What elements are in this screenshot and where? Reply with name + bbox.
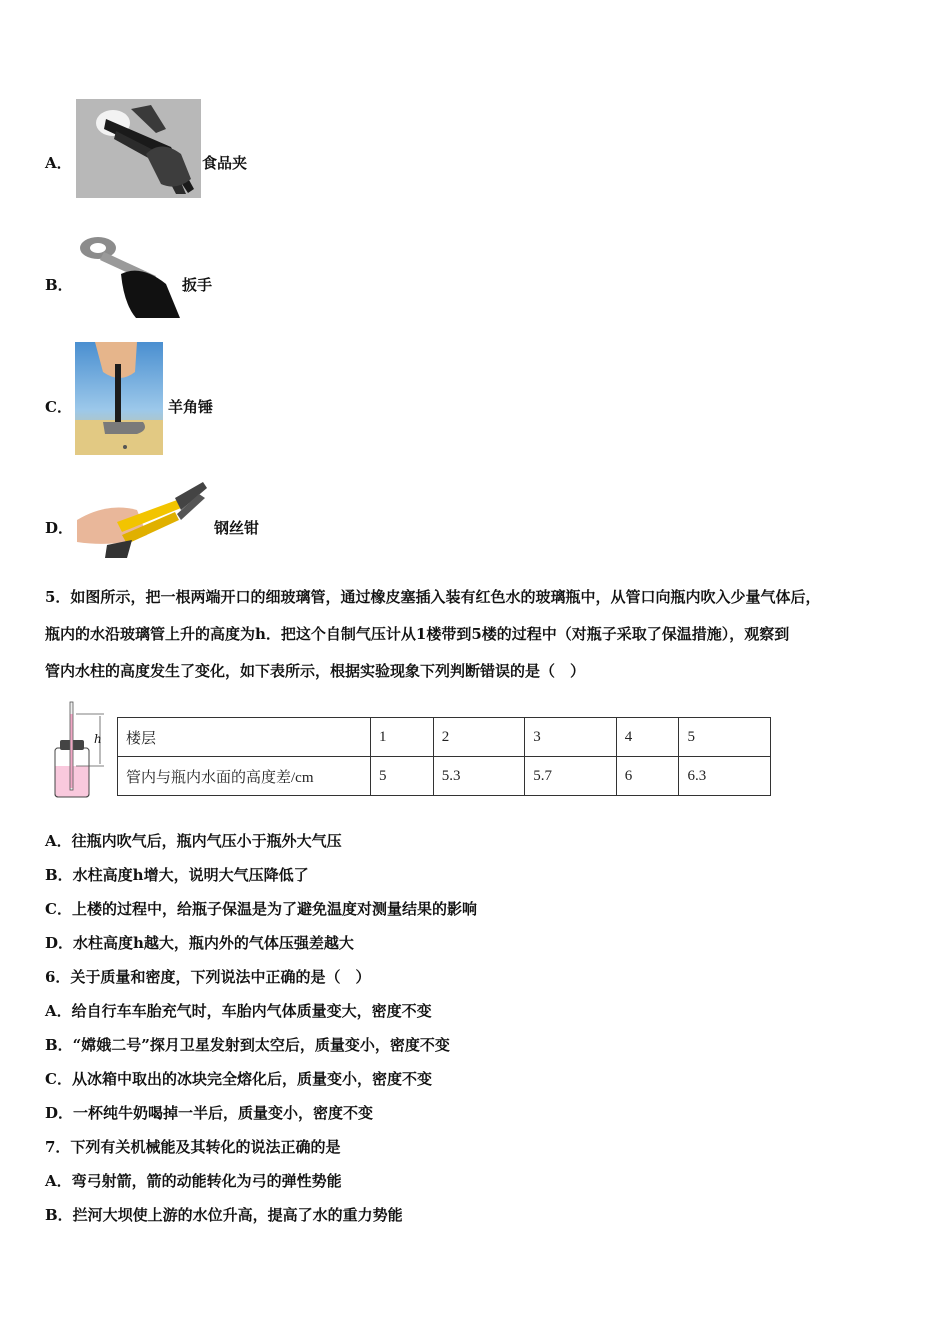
question-6-option-a: A．给自行车车胎充气时，车胎内气体质量变大，密度不变 (45, 1002, 432, 1020)
table-cell: 4 (616, 718, 679, 757)
pliers-icon (77, 480, 208, 560)
question-5-line-2: 瓶内的水沿玻璃管上升的高度为h．把这个自制气压计从1楼带到5楼的过程中（对瓶子采取了保温措施），观察到 (45, 625, 790, 643)
floor-height-table (117, 717, 771, 796)
option-letter-a: A． (45, 154, 72, 172)
table-cell: 5 (371, 757, 434, 796)
table-cell: 2 (433, 718, 525, 757)
question-6-option-d: D．一杯纯牛奶喝掉一半后，质量变小，密度不变 (45, 1104, 374, 1122)
option-label-d: 钢丝钳 (214, 519, 260, 537)
option-label-a: 食品夹 (202, 154, 248, 172)
table-row (118, 757, 771, 796)
question-6-stem: 6．关于质量和密度，下列说法中正确的是（ ） (45, 968, 371, 986)
table-cell: 5.7 (525, 757, 617, 796)
question-5-option-c: C．上楼的过程中，给瓶子保温是为了避免温度对测量结果的影响 (45, 900, 477, 918)
table-cell: 5.3 (433, 757, 525, 796)
table-header-height-diff: 管内与瓶内水面的高度差/cm (118, 757, 371, 796)
question-5-line-3: 管内水柱的高度发生了变化，如下表所示，根据实验现象下列判断错误的是（ ） (45, 662, 586, 680)
table-cell: 3 (525, 718, 617, 757)
option-letter-b: B． (45, 276, 73, 294)
option-letter-d: D． (45, 519, 74, 537)
table-header-floor: 楼层 (118, 718, 371, 757)
figure-label-h: h (94, 732, 102, 746)
table-row (118, 718, 771, 757)
table-cell: 6.3 (679, 757, 771, 796)
question-7-option-b: B．拦河大坝使上游的水位升高，提高了水的重力势能 (45, 1206, 403, 1224)
question-5-line-1: 5．如图所示，把一根两端开口的细玻璃管，通过橡皮塞插入装有红色水的玻璃瓶中，从管口向瓶内吹入少量气体后， (45, 588, 821, 606)
question-6-option-b: B．“嫦娥二号”探月卫星发射到太空后，质量变小，密度不变 (45, 1036, 450, 1054)
table-cell: 6 (616, 757, 679, 796)
food-tongs-icon (76, 99, 201, 198)
question-5-option-a: A．往瓶内吹气后，瓶内气压小于瓶外大气压 (45, 832, 342, 850)
wrench-icon (76, 234, 182, 318)
question-7-stem: 7．下列有关机械能及其转化的说法正确的是 (45, 1138, 341, 1156)
barometer-figure (50, 700, 110, 800)
option-letter-c: C． (45, 398, 72, 416)
claw-hammer-icon (75, 342, 163, 455)
question-7-option-a: A．弯弓射箭，箭的动能转化为弓的弹性势能 (45, 1172, 342, 1190)
question-5-option-d: D．水柱高度h越大，瓶内外的气体压强差越大 (45, 934, 354, 952)
table-cell: 5 (679, 718, 771, 757)
option-label-c: 羊角锤 (168, 398, 214, 416)
table-cell: 1 (371, 718, 434, 757)
question-5-option-b: B．水柱高度h增大，说明大气压降低了 (45, 866, 309, 884)
question-6-option-c: C．从冰箱中取出的冰块完全熔化后，质量变小，密度不变 (45, 1070, 432, 1088)
option-label-b: 扳手 (182, 276, 213, 294)
